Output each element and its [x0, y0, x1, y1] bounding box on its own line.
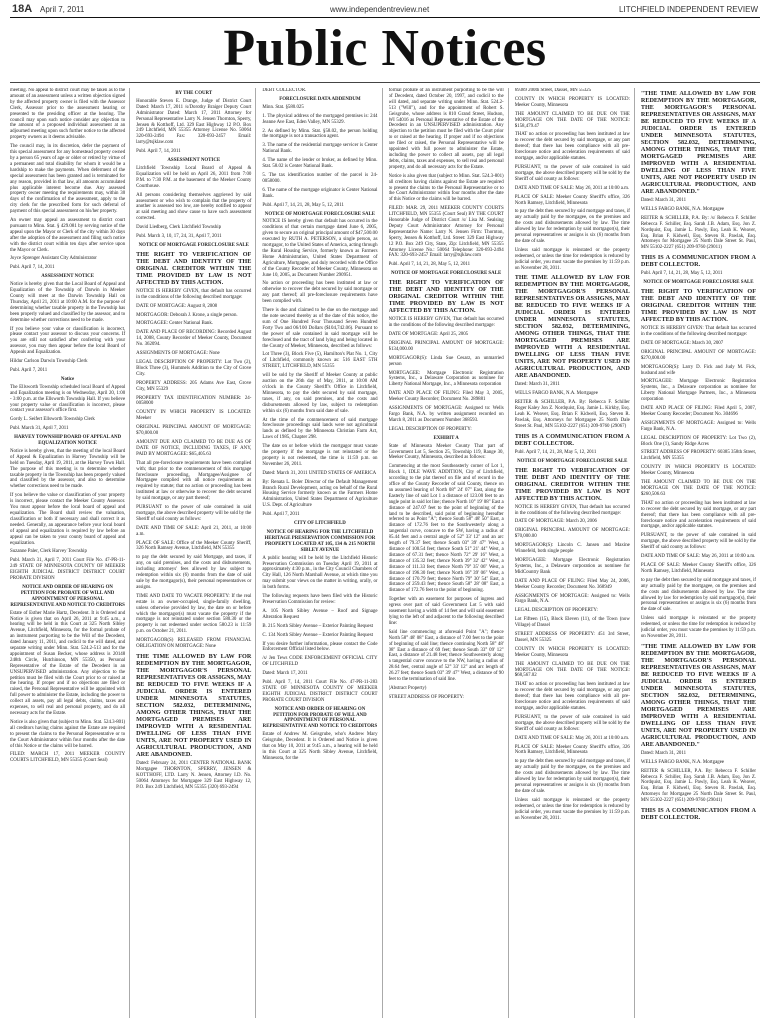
notice-paragraph: A. 105 North Sibley Avenue – Roof and Signage Alteration Request	[262, 608, 378, 620]
notice-paragraph: WELLS FARGO BANK, N.A. Mortgagee	[514, 391, 598, 397]
notice-paragraph: FILED: MARCH 17, 2011 MEEKER COUNTY COURTS LITCHFIELD, MN 55355 (Court Seal)	[10, 752, 126, 764]
notice-paragraph: 1. The physical address of the mortgaged premises is: 244 Jeanne Ave East, Eden Valley, MN 55329.	[262, 113, 378, 125]
notice-paragraph: That all pre-foreclosure requirements have been complied with; that prior to the commencement of this mortgage foreclosure proceeding, Mortgagee/Assignee of Mortgagee complied with all notice requirements as required by statute; that no action or proceeding has been instituted at law or otherwise to recover the debt secured by said mortgage, or any part thereof;	[136, 460, 252, 502]
notice-paragraph: to pay the debt then secured by said mortgage and taxes, if any actually paid by the mortgagee, on the premises and the costs and disbursements allowed by law. The time allowed by law for redemption by said mortgagor(s), their personal representatives or assigns is six (6) months from the date of sale.	[514, 209, 630, 244]
notice-paragraph: Dated: March 31, 2011 UNITED STATES OF AMERICA	[262, 470, 377, 476]
notice-paragraph: to pay the debt then secured by said mortgage and taxes, if any actually paid by the mortgagee, on the premises and the costs and disbursements allowed by law. The time allowed by law for redemption by said mortgagor(s), their personal representatives or assigns is six (6) months from the date of sale.	[640, 577, 757, 613]
notice-heading: EXHIBIT A	[433, 435, 459, 441]
notice-paragraph: 2. As defined by Minn. Stat. §58.02, the person holding the mortgage is not a transaction agent.	[262, 128, 378, 140]
notice-paragraph: LEGAL DESCRIPTION OF PROPERTY:	[388, 426, 472, 432]
notice-heading: NOTICE OF MORTGAGE FORECLOSURE SALE	[643, 280, 754, 286]
notice-paragraph: DATE OF MORTGAGE: August 8, 2008	[136, 303, 218, 309]
notice-paragraph: STREET ADDRESS OF PROPERTY: 451 3rd Street, Dassel, MN 55325	[514, 632, 630, 643]
notice-paragraph: Unless said mortgage is reinstated or the property redeemed, or unless the time for redemption is reduced by judicial order, you must vacate the premises by 11:59 p.m. on November 28, 2011.	[514, 797, 630, 821]
notice-paragraph: DEBT COLLECTOR.	[262, 88, 307, 93]
notice-paragraph: NOTICE IS hereby given that default has occurred in the conditions of that certain mortgage dated June 6, 2005, given to secure an original principal amount of $47,500.00 executed by RUTH A. PETERSON, a single person, as mortgagor, to the United States of America, acting through the Rural Housing Service, formerly known as Farmers Home Administration, United States Department of Agriculture, Mortgagee, and duly recorded with the Office of the County Recorder of Meeker County, Minnesota on June 10, 2005, as Document Number 290951.	[262, 219, 378, 278]
notice-paragraph: REITER & SCHILLER, P.A. By: Rebecca F. Schiller Rebecca F. Schiller, Esq. Sarah J.B. Adam, Esq. Jon Z. Nordquist, Esq. Jamie L. Pawly, Esq. Leah K. Weaver, Esq. Brian F. Kidwell, Esq. Steven R. Pawlak, Esq. Attorneys for Mortgagee 25 North Dale Street St. Paul, MN 55102-2227 (651) 209-9760 (29041)	[640, 768, 757, 804]
title-rule	[10, 82, 760, 83]
notice-paragraph: NOTICE IS HEREBY GIVEN: That default has occurred in the conditions of the following described mortgage:	[640, 326, 757, 337]
notice-heading: BY THE COURT	[175, 91, 213, 96]
notice-paragraph: COUNTY IN WHICH PROPERTY IS LOCATED: Meeker County, Minnesota	[640, 465, 757, 477]
notice-paragraph: Together with an easement for purposes of ingress and egress over part of said Government Lot 5 with said easement having a width of 14 feet and will said easement lying to the left of and adjacent to the following described line:	[388, 597, 504, 626]
notice-paragraph: 69389 200th Street, Dassel, MN 55325	[514, 88, 592, 93]
notice-heading: ASSESSMENT NOTICE	[167, 158, 221, 164]
notice-paragraph: PURSUANT, to the power of sale contained in said mortgage, the above described property will be sold by the Sheriff of said county as follows:	[514, 164, 630, 182]
notice-paragraph: COUNTY IN WHICH PROPERTY IS LOCATED: Meeker County, Minnesota	[514, 646, 630, 658]
notice-paragraph: Dated: March 17, 2011	[262, 671, 308, 677]
notice-paragraph: REITER & SCHILLER, P.A. By: /s/ Rebecca F. Schiller Rebecca F. Schiller, Esq. Sarah J.B. Adam, Esq. Jon Z. Nordquist, Esq. Jamie L. Pawly, Esq. Leah K. Weaver, Esq. Brian F. Kidwell, Esq. Steven R. Pawlak, Esq. Attorneys for Mortgagee 25 North Dale Street St. Paul, MN 55102-2227 (651) 209-9760 (29011)	[640, 215, 757, 251]
notice-paragraph: All persons considering themselves aggrieved by said assessment or who wish to complain that the property of another is assessed too low, are hereby notified to appear at said meeting and show cause to have such assessment corrected.	[136, 192, 252, 222]
notice-paragraph: PROPERTY ADDRESS: 205 Adams Ave East, Grove City, MN 55329	[136, 380, 252, 392]
notices-columns	[10, 88, 760, 1018]
notice-paragraph: The Ellsworth Township scheduled local Board of Appeal and Equalization meeting is on Wednesday, April 20, 1:00 - 3:00 p.m. at the Ellsworth Township Hall. If you believe your property value or classification is incorrect, please contact your assessor's office first.	[10, 384, 126, 414]
notice-paragraph: Notice is hereby given that the Local Board of Appeal and Equalization of the Township of Darwin in Meeker County will meet at the Darwin Township Hall on Thursday, April 21, 2011 at 10:00 A.M. for the purpose of determining whether taxable property in the Township has been properly valued and classified by the assessor, and to determine whether corrections need to be made.	[10, 282, 126, 323]
notice-paragraph: DATE AND TIME OF SALE: May 26, 2011 at 10:00 a.m.	[514, 735, 630, 741]
notice-paragraph: /s/ Jen Tews CODE ENFORCEMENT OFFICIAL CITY OF LITCHFIELD	[262, 656, 378, 668]
notice-paragraph: Dated: March 31, 2011	[514, 382, 560, 388]
notice-paragraph: DATE AND PLACE OF FILING: Filed May 24, 2006, Meeker County Recorder; Document No. 368949	[514, 578, 630, 590]
notice-paragraph: If you believe your value or classification is incorrect, please contact your assessor to discuss your concerns. If you are still not satisfied after conferring with your assessor, you may then appear before the local Board of Appeals and Equalization.	[10, 326, 126, 356]
notice-paragraph: STREET ADDRESS OF PROPERTY:	[388, 694, 464, 700]
notice-paragraph: The following requests have been filed with the Historic Preservation Commission for review:	[262, 594, 378, 605]
notice-heading: NOTICE OF MORTGAGE FORECLOSURE SALE	[390, 271, 502, 277]
page-header	[0, 0, 770, 14]
notice-paragraph: MORTGAGEE: Mortgage Electronic Registration Systems, Inc., a Delaware corporation as nominee for MidCountry Bank	[514, 557, 630, 575]
notice-paragraph: Gordy L. Seifert Ellsworth Township Clerk	[10, 417, 95, 423]
notice-paragraph: THAT no action or proceeding has been instituted at law to recover the debt secured by said mortgage, or any part thereof; that there has been compliance with all pre-foreclosure notice and acceleration requirements of said mortgage, and/or applicable statutes.	[640, 500, 757, 530]
notice-paragraph: Dated: March 31, 2011	[640, 198, 687, 203]
notice-heading: NOTICE OF MORTGAGE FORECLOSURE SALE	[264, 211, 376, 217]
notice-paragraph: THE AMOUNT CLAIMED TO BE DUE ON THE MORTGAGE ON THE DATE OF THE NOTICE: $68,567.02	[514, 661, 630, 679]
notice-paragraph: Hildur Carlson Darwin Township Clerk	[10, 359, 88, 365]
notice-paragraph: MORTGAGEE: Center National Bank.	[136, 321, 214, 327]
notice-paragraph: Lot Three (3), Block Five (5), Hamilton's Plat No. 1, City of Litchfield, commonly known as: 516 EAST 5TH STREET, LITCHFIELD, MN 55355	[262, 352, 378, 370]
notice-paragraph: PURSUANT, to the power of sale contained in said mortgage, the above described property will be sold by the Sheriff of said county as follows:	[640, 533, 757, 551]
notice-paragraph: DATE AND PLACE OF FILING: Filed May 3, 2005, Meeker County Recorder; Document No. 289881	[388, 391, 504, 403]
notice-column-3	[262, 88, 382, 1018]
notice-paragraph: No action or proceeding has been instituted at law or otherwise to recover the debt secured by said mortgage or any part thereof; all pre-foreclosure requirements have been complied with.	[262, 281, 378, 305]
notice-paragraph: MORTGAGOR: Deborah J. Krone, a single person.	[136, 312, 238, 318]
notice-paragraph: PLACE OF SALE: Meeker County Sheriff's office, 326 North Ramsey, Litchfield, Minnesota	[514, 194, 630, 206]
notice-heading: CITY OF LITCHFIELD	[294, 521, 346, 527]
notice-paragraph: WELLS FARGO BANK, N.A. Mortgagee	[640, 759, 725, 765]
notice-paragraph: LEGAL DESCRIPTION OF PROPERTY: Lot Two (2), Block One (1), Sandy Ridge Acres	[640, 435, 757, 447]
notice-paragraph: THAT no action or proceeding has been instituted at law to recover the debt secured by said mortgage, or any part thereof; that there has been compliance with all pre-foreclosure notice and acceleration requirements of said mortgage, and/or applicable statutes.	[514, 132, 630, 162]
notice-paragraph: 3. The name of the residential mortgage servicer is Center National Bank.	[262, 143, 378, 155]
notice-paragraph: ASSIGNMENTS OF MORTGAGE: Assigned to: Wells Fargo Bank, N.A.	[640, 420, 757, 432]
notice-paragraph: meeting. No appeal to district court may be taken as to the amount of an assessment unless a written objection signed by the affected property owner is filed with the Assessor Clerk, Assessor prior to the assessment hearing or presented to the presiding officer at the hearing. The council may upon such notice consider any objection to the amount of a proposed individual assessment at an adjourned meeting upon such further notice to the affected property owners as it deems advisable.	[10, 88, 126, 141]
notice-heading: NOTICE OF MORTGAGE FORECLOSURE SALE	[517, 458, 628, 464]
notice-paragraph: Estate of Andrew M. Geisgrube, who's Andrew Mary Geisgrube, Decedent. It is Ordered and Notice is given that on May 10, 2011 at 9:45 a.m., a hearing will be held in this Court at 325 North Sibley Avenue, Litchfield, Minnesota, for the	[262, 732, 378, 761]
notice-paragraph: If you desire further information, please contact the Code Enforcement Official listed below.	[262, 641, 378, 653]
notice-paragraph: Publ. April 7, 14, 21, 28, May 5, 12, 2011	[388, 262, 471, 268]
notice-paragraph: NOTICE IS HEREBY GIVEN, That default has occurred in the conditions of the following described mortgage:	[514, 504, 630, 516]
header-rule	[10, 17, 760, 18]
notice-paragraph: Honorable Steven E. Drange, Judge of District Court Dated: March 17, 2011 /s/Dorothy Braiger Deputy Court Administrator Dated: March 17, 2011 Attorney for Personal Representative Larry N. Jensen Thornton, Sperry, Jensen & Kotthoff, Ltd. 329 East Highway 12 P.O. Box 249 Litchfield, MN 55355 Attorney License No. 50064 320-693-2494 Fax: 320-693-2457 Email: larry@tsjklaw.com	[136, 98, 252, 146]
notice-heading: FORECLOSURE DATA ADDENDUM	[279, 96, 361, 102]
notice-paragraph: A public hearing will be held by the Litchfield Historic Preservation Commission on Tuesday April 19, 2011 at approximately 4:30 p.m., in the City Council Chambers of City Hall, 126 North Marshall Avenue, at which time you may submit your views on the matter in writing, orally, or in both forms.	[262, 555, 378, 591]
notice-paragraph: to pay the debt secured by said Mortgage, and taxes, if any, on said premises, and the costs and disbursements, including attorneys' fees allowed by law subject to redemption within six (6) months from the date of said sale by the mortgagor(s), their personal representatives or assigns.	[136, 555, 252, 590]
notice-paragraph: By: Renata L. Boler Director of the Default Management Branch Rural Development, acting on behalf of the Rural Housing Service formerly known as the Farmers Home Administration, United States Department of Agriculture U.S. Dept. of Agriculture	[262, 479, 378, 509]
notice-paragraph: MORTGAGOR(S): Larry D. Fick and Judy M. Fick, husband and wife	[640, 364, 757, 376]
notice-column-5	[515, 88, 635, 1018]
notice-paragraph: ORIGINAL PRINCIPAL AMOUNT OF MORTGAGE: $134,000.00	[388, 340, 504, 352]
notice-bold-text: THE TIME ALLOWED BY LAW FOR REDEMPTION BY THE MORTGAGOR, THE MORTGAGOR'S PERSONAL REPRESENTATIVES OR ASSIGNS, MAY BE REDUCED TO FIVE WEEKS IF A JUDICIAL ORDER IS ENTERED UNDER MINNESOTA STATUTES, SECTION 582.032, DETERMINING, AMONG OTHER THINGS, THAT THE MORTGAGED PREMISES ARE IMPROVED WITH A RESIDENTIAL DWELLING OF LESS THAN FIVE UNITS, ARE NOT PROPERTY USED IN AGRICULTURAL PRODUCTION, AND ARE ABANDONED.	[136, 652, 252, 758]
notice-paragraph: 5. The tax identification number of the parcel is 24-0058000.	[262, 172, 378, 184]
notice-paragraph: THAT no action or proceeding has been instituted at law to recover the debt secured by said mortgage, or any part thereof; that there has been compliance with all pre-foreclosure notice and acceleration requirements of said mortgage, and/or applicable statutes.	[514, 682, 630, 711]
notice-paragraph: Publ. April 7, 14, 21, 28, May 5, 12, 2011	[262, 202, 344, 208]
notice-paragraph: (Abstract Property)	[388, 685, 427, 691]
page-number: 18A	[12, 3, 33, 15]
notice-paragraph: Suzanne Paler, Clerk Harvey Township	[10, 549, 87, 555]
notice-paragraph: LEGAL DESCRIPTION OF PROPERTY: Lot Two (2), Block Three (3), Hummels Addition to the City of Grove City.	[136, 360, 252, 377]
notice-paragraph: Joyce Sprenger Assistant City Administrator	[10, 256, 97, 262]
notice-bold-text: THE RIGHT TO VERIFICATION OF THE DEBT AND IDENTITY OF THE ORIGINAL CREDITOR WITHIN THE TIME PROVIDED BY LAW IS NOT AFFECTED BY THIS ACTION.	[136, 250, 252, 286]
notice-bold-text: "THE TIME ALLOWED BY LAW FOR REDEMPTION BY THE MORTGAGOR, THE MORTGAGOR'S PERSONAL REPRESENTATIVES OR ASSIGNS, MAY BE REDUCED TO FIVE WEEKS IF A JUDICIAL ORDER IS ENTERED UNDER MINNESOTA STATUTES, SECTION 582.032, DETERMINING, AMONG OTHER THINGS, THAT THE MORTGAGED PREMISES ARE IMPROVED WITH A RESIDENTIAL DWELLING OF LESS THAN FIVE UNITS, ARE NOT PROPERTY USED IN AGRICULTURAL PRODUCTION, AND ARE ABANDONED."	[640, 642, 757, 748]
notice-bold-text: THE RIGHT TO VERIFICATION OF THE DEBT AND IDENTITY OF THE ORIGINAL CREDITOR WITHIN THE TIME PROVIDED BY LAW IS NOT AFFECTED BY THIS ACTION.	[640, 288, 757, 324]
notice-paragraph: FILED: MAR. 29, 2011 MEEKER COUNTY COURTS LITCHFIELD, MN 55355 (Court Seal) BY THE COURT Honorable Judge of District Court /s/ Lisa M. Sealsing Deputy Court Administrator Attorney for Personal Representative Name: Larry N. Jensen Firm: Thornton, Sperry, Jensen & Kotthoff, Ltd. Street: 329 East Highway 12 P.O. Box 249 City, State, Zip: Litchfield, MN 55355 Attorney License No.: 50064 Telephone: 320-693-2494 FAX: 320-693-2457 Email: larry@tsjklaw.com	[388, 206, 504, 259]
notice-paragraph: WELLS FARGO BANK, N.A. Mortgagee	[640, 206, 725, 212]
notice-paragraph: MORTGAGOR(S) RELEASED FROM FINANCIAL OBLIGATION ON MORTGAGE: None	[136, 638, 252, 650]
notice-paragraph: There is due and claimed to be due on the mortgage and the note secured thereby as of the date of this notice, the sum of One Hundred Four Thousand Seven Hundred Forty Two and 06/100 Dollars ($104,742.06). Pursuant to the power of sale contained in said mortgage will be foreclosed and the tract of land lying and being located in the County of Meeker, Minnesota, described as follows:	[262, 308, 378, 349]
notice-paragraph: DATE OF MORTGAGE: March 20, 2006	[514, 519, 597, 525]
notice-paragraph: MORTGAGOR(S): Lincoln C. Jansen and Maxine Winnefeld, both single people	[514, 543, 630, 555]
notice-paragraph: Estate of Esther Marie Hartz, Decedent. It is Ordered and Notice is given that on April 26, 2011 at 9:45 a.m., a hearing will be held in this Court at 325 North Sibley Avenue, Litchfield, Minnesota, for the formal probate of an instrument purporting to be the Will of the Decedent, dated January 11, 2011, and codicil to the will dated, and separate writing under Minn. Stat. 524.2-513 and for the appointment of Susan Becker, whose address is 20148 248th Circle, Hutchinson, MN 55350, as Personal Representative of the Estate of the Decedent in an UNSUPERVISED administration. Any objection to the petition must be filed with the Court prior to or raised at the hearing. If proper and if no objections are filed or raised, the Personal Representative will be appointed with full power to administer the Estate, including the power to collect all assets, pay all legal debts, claims, taxes and expenses, to sell real and personal property, and do all necessary acts for the Estate.	[10, 610, 126, 716]
notice-paragraph: B. 215 North Sibley Avenue – Exterior Painting Request	[262, 623, 373, 629]
notice-heading: NOTICE OF MORTGAGE FORECLOSURE SALE	[138, 242, 249, 248]
notice-paragraph: Publ. March 31, April 7, 2011	[10, 426, 69, 432]
notice-paragraph: REITER & SCHILLER, P.A. By: Rebecca F. Schiller Roger Kaley Jon Z. Nordquist, Esq. Jamie L. Kirkby, Esq. Leah K. Weaver, Esq. Brian F. Kidwell, Esq. Steven R. Pawlak, Esq. Attorneys for Mortgagee 25 North Dale Street St. Paul, MN 55102-2227 (651) 209-9760 (29067)	[514, 400, 630, 429]
notice-paragraph: ASSIGNMENTS OF MORTGAGE: Assigned to: Wells Fargo Bank, N.A.	[514, 593, 630, 605]
notice-column-2	[136, 88, 256, 1018]
notice-paragraph: DATE OF MORTGAGE: March 30, 2007	[640, 340, 724, 346]
notice-paragraph: Notice is also given that (subject to Minn. Stat. 524.3-801) all creditors having claims against the Estate are required to present the claims to the Personal Representative or to the Court Administrator within four months after the date of this Notice or the claims will be barred.	[10, 719, 126, 749]
notice-paragraph: ORIGINAL PRINCIPAL AMOUNT OF MORTGAGE: $70,000.00	[514, 528, 630, 540]
notice-paragraph: At the time of the commencement of said mortgage foreclosure proceedings said lands were not agricultural lands as defined by the Minnesota Christian Farm Act, Laws of 1985, Chapter 298.	[262, 417, 378, 441]
notice-paragraph: STREET ADDRESS OF PROPERTY: 60385 358th Street, Litchfield, MN 55355	[640, 450, 757, 462]
notice-paragraph: ORIGINAL PRINCIPAL AMOUNT OF MORTGAGE: $70,000.00	[136, 425, 252, 437]
notice-paragraph: David Liedberg, Clerk Litchfield Township	[136, 225, 222, 231]
notice-paragraph: Publ. April 7, 14, 21, 28, May 5, 12, 2011	[514, 449, 597, 455]
notice-bold-text: "THE TIME ALLOWED BY LAW FOR REDEMPTION BY THE MORTGAGOR, THE MORTGAGOR'S PERSONAL REPRESENTATIVES OR ASSIGNS, MAY BE REDUCED TO FIVE WEEKS IF A JUDICIAL ORDER IS ENTERED UNDER MINNESOTA STATUTES, SECTION 582.032, DETERMINING, AMONG OTHER THINGS, THAT THE MORTGAGED PREMISES ARE IMPROVED WITH A RESIDENTIAL DWELLING OF LESS THAN FIVE UNITS, ARE NOT PROPERTY USED IN AGRICULTURAL PRODUCTION, AND ARE ABANDONED."	[640, 90, 757, 195]
notice-paragraph: Publ. April 7, 2011	[10, 367, 48, 373]
notice-bold-text: THIS IS A COMMUNICATION FROM A DEBT COLLECTOR.	[514, 432, 630, 447]
notice-paragraph: Notice is also given that (subject to Minn. Stat. 524.3-801) all creditors having claims against the Estate are required to present the claims to the Personal Representative or to the Court Administrator within four months after the date of this Notice or the claims will be barred.	[388, 173, 504, 203]
notice-paragraph: DATE AND PLACE OF RECORDING: Recorded August 14, 2008, County Recorder of Meeker County, Document No. 362094.	[136, 330, 252, 348]
notice-paragraph: ORIGINAL PRINCIPAL AMOUNT OF MORTGAGE: $270,000.00	[640, 349, 757, 361]
notice-paragraph: ASSIGNMENTS OF MORTGAGE: None	[136, 351, 220, 357]
notice-paragraph: DATE AND TIME OF SALE: May 26, 2011 at 10:00 a.m.	[514, 185, 630, 191]
notice-paragraph: C. 134 North Sibley Avenue – Exterior Painting Request	[262, 632, 373, 638]
notice-paragraph: Publ. April 7, 14, 2011 Court File No. 47-PR-11-283 STATE OF MINNESOTA COUNTY OF MEEKER EIGHTH JUDICIAL DISTRICT DISTRICT COURT PROBATE COURT DIVISION	[262, 680, 378, 703]
notice-paragraph: MORTGAGOR(S): Linda Sue Cesarz, an unmarried person	[388, 355, 504, 367]
notice-paragraph: An owner may appeal an assessment to district court pursuant to Minn. Stat. § 429.081 by serving notice of the appeal upon the Mayor or Clerk of the city within 30 days after the adoption of the assessment and filing such notice with the district court within ten days after service upon the Mayor or Clerk.	[10, 218, 126, 253]
notice-paragraph: MORTGAGEE: Mortgage Electronic Registration Systems, Inc., a Delaware corporation as nominee for Liberty National Mortgage Partners, Inc., a Minnesota corporation	[640, 379, 757, 403]
notice-paragraph: Lot Fifteen (15), Block Eleven (11), of the Town (now Village) of Dassel	[514, 617, 630, 629]
notice-paragraph: NOTICE IS HEREBY GIVEN, That default has occurred in the conditions of the following described mortgage:	[388, 317, 504, 329]
notice-paragraph: Commencing at the most Southeasterly corner of Lot 1, Block 1, IDLE WAVE ADDITION, City of Litchfield, according to the plat thereof on file and of record in the office of the County Recorder of said County, thence on an assumed bearing of North 08° 24' 07" East, along the Easterly line of said Lot 1 a distance of 123.00 feet to an angle point in said lot line; thence North 10° 19' 08" East a distance of 247.07 feet to the point of beginning of the land to be described, said point of beginning hereafter referred to as Point "A"; thence South 58° 48' 50" East, a distance of 172.76 feet to the Southwesterly along a tangential curve, concave to the SW, having a radius of 85.44 feet and a central angle of 52° 33' 12" and an arc length of 79.37 feet; thence South 03° 39' 47" West, a distance of 100.54 feet; thence South 51° 21' 44" West, a distance of 67.31 feet; thence North 72° 29' 16" West, a distance of 135.32 feet; thence North 39° 32' 42" West, a distance of 111.33 feet; thence North 79° 35' 06" West, a distance of 196.30 feet; thence North 16° 39' 06" West, a distance of 170.79 feet; thence North 79° 30' 54" East, a distance of 259.43 feet; thence South 58° 28' 08" East, a distance of 172.76 feet to the point of beginning.	[388, 464, 504, 594]
notice-paragraph: PLACE OF SALE: Meeker County Sheriff's office, 326 North Ramsey, Litchfield, Minnesota	[640, 562, 757, 574]
notice-paragraph: COUNTY IN WHICH PROPERTY IS LOCATED: Meeker	[136, 410, 252, 422]
notice-column-1	[10, 88, 130, 1018]
notice-paragraph: AMOUNT DUE AND CLAIMED TO BE DUE AS OF DATE OF NOTICE, INCLUDING TAXES, IF ANY, PAID BY MORTGAGEE: $65,405.63	[136, 439, 252, 457]
notice-paragraph: LEGAL DESCRIPTION OF PROPERTY:	[514, 608, 598, 614]
notice-paragraph: MORTGAGEE: Mortgage Electronic Registration Systems, Inc., a Delaware Corporation as nominee for Liberty National Mortgage, Inc., a Minnesota corporation	[388, 370, 504, 388]
notice-paragraph: PURSUANT to the power of sale contained in said mortgage, the above described property will be sold by the Sheriff of said county as follows:	[136, 505, 252, 522]
notice-paragraph: Publ. April 7, 14, 2011	[10, 265, 55, 271]
notice-heading: ASSESSMENT NOTICE	[41, 274, 94, 280]
notice-paragraph: PLACE OF SALE: Meeker County Sheriff's office, 326 North Ramsey, Litchfield, Minnesota	[514, 744, 630, 756]
notice-paragraph: DATE AND TIME OF SALE: April 21, 2011, at 10:00 a.m.	[136, 525, 252, 537]
notice-heading: Notice	[60, 376, 75, 382]
notice-paragraph: Publ. April 7, 2011	[262, 512, 300, 518]
notice-paragraph: If you believe the value or classification of your property is incorrect, please contact the Meeker County Assessor. You must appear before the local board of appeal and equalization. The Board shall review the valuation, classification or both if necessary and shall correct it as needed. Generally, an appearance before your local board of appeal and equalization is required by law before an appeal can be taken to your county board of appeal and equalization.	[10, 493, 126, 546]
notice-paragraph: Publ. April 7, 14, 2011	[136, 149, 181, 155]
notice-paragraph: Publ. March 31, April 7, 2011 Court File No. 47-PR-11-249 STATE OF MINNESOTA COUNTY OF MEEKER EIGHTH JUDICIAL DISTRICT DISTRICT COURT PROBATE DIVISION	[10, 558, 126, 582]
notice-paragraph: to pay the debt then secured by said mortgage and taxes, if any actually paid by the mortgagee, on the premises and the costs and disbursements allowed by law. The time allowed by law for redemption by said mortgagor(s), their personal representatives or assigns is six (6) months from the date of sale.	[514, 759, 630, 794]
section-title: Public Notices	[223, 20, 547, 77]
notice-paragraph: THE AMOUNT CLAIMED TO BE DUE ON THE MORTGAGE ON THE DATE OF THE NOTICE: $260,506.63	[640, 480, 757, 497]
notice-paragraph: Minn. Stat. §580.025	[262, 104, 304, 110]
notice-paragraph: NOTICE IS HEREBY GIVEN, that default has occurred in the conditions of the following described mortgage:	[136, 288, 252, 300]
notice-paragraph: The council may, in its discretion, defer the payment of this special assessment for any homestead property owned by a person 65 years of age or older or retired by virtue of a permanent and total disability for whom it would be a hardship to make the payments. When deferment of the special assessment has been granted and is terminated for any reason, provided in that law, all amounts accumulated plus applicable interest become due. Any assessed property owner meeting the requirements may, within 30 days of the confirmation of the assessment, apply to the city clerk for the prescribed form for such deferral of payment of this special assessment on his/her property.	[10, 144, 126, 215]
notice-paragraph: 6. The name of the mortgage originator is Center National Bank.	[262, 187, 378, 199]
notice-paragraph: ASSIGNMENTS OF MORTGAGE: Assigned to: Wells Fargo Bank, N.A. by written assignment recorded on March 8, 2011 as Document Number 368593.	[388, 406, 504, 423]
notice-paragraph: THE AMOUNT CLAIMED TO BE DUE ON THE MORTGAGE ON THE DATE OF THE NOTICE: $158,479.47	[514, 111, 630, 129]
notice-paragraph: formal probate of an instrument purporting to be the will of Decedent, dated October 20, 1997, and codicil to the will dated, and separate writing under Minn. Stat. 524.2-513 ("Will"), and for the appointment of Robert S. Geisgrube, whose address is 810 Grand Street, Hudson, WI 54016 as Personal Representative of the Estate of the Decedent in an UNSUPERVISED administration. Any objection to the petition must be filed with the Court prior to or raised at the hearing. If proper and if no objections are filed or raised, the Personal Representative will be appointed with full power to administer the Estate, including the power to collect all assets, pay all legal debts, claims, taxes and expenses, to sell real and personal property, and do all necessary acts for the Estate.	[388, 88, 504, 170]
notice-column-6	[641, 88, 760, 1018]
notice-paragraph: State of Minnesota Meeker County That part of Government Lot 5, Section 25, Township 119, Range 30, Meeker County, Minnesota, described as follows:	[388, 443, 504, 461]
notice-bold-text: THE RIGHT TO VERIFICATION OF THE DEBT AND IDENTITY OF THE ORIGINAL CREDITOR WITHIN THE TIME PROVIDED BY LAW IS NOT AFFECTED BY THIS ACTION.	[388, 279, 504, 315]
notice-bold-text: THE TIME ALLOWED BY LAW FOR REDEMPTION BY THE MORTGAGOR, THE MORTGAGOR'S PERSONAL REPRESENTATIVES OR ASSIGNS, MAY BE REDUCED TO FIVE WEEKS IF A JUDICIAL ORDER IS ENTERED UNDER MINNESOTA STATUTES, SECTION 582.032, DETERMINING, AMONG OTHER THINGS, THAT THE MORTGAGED PREMISES ARE IMPROVED WITH A RESIDENTIAL DWELLING OF LESS THAN FIVE UNITS, ARE NOT PROPERTY USED IN AGRICULTURAL PRODUCTION, AND ARE ABANDONED.	[514, 274, 630, 380]
notice-heading: HARVEY TOWNSHIP BOARD OF APPEAL AND EQUALIZATION NOTICE	[14, 435, 122, 447]
notice-heading: NOTICE OF HEARING FOR THE LITCHFIELD HERITAGE PRESERVATION COMMISSION FOR PROPERTY LOCATED AT 105, 134 & 215 NORTH SIBLEY AVENUE	[264, 530, 376, 553]
notice-paragraph: Publ. March 3, 10, 17, 24, 31, April 7, 2011	[136, 234, 222, 240]
notice-paragraph: COUNTY IN WHICH PROPERTY IS LOCATED: Meeker County, Minnesota	[514, 96, 630, 108]
notice-paragraph: PURSUANT, to the power of sale contained in said mortgage, the above described property will be sold by the Sheriff of said county as follows:	[514, 714, 630, 732]
notice-heading: NOTICE AND ORDER OF HEARING ON PETITION FOR PROBATE OF WILL AND APPOINTMENT OF PERSONAL REPRESENTATIVE AND NOTICE TO CREDITORS	[262, 706, 378, 730]
notice-bold-text: THIS IS A COMMUNICATION FROM A DEBT COLLECTOR.	[640, 807, 757, 822]
notice-paragraph: PLACE OF SALE: Office of the Meeker County Sheriff, 326 North Ramsey Avenue, Litchfield, MN 55355	[136, 540, 252, 552]
notice-heading: NOTICE AND ORDER OF HEARING ON PETITION FOR PROBATE OF WILL AND APPOINTMENT OF PERSONAL REPRESENTATIVE AND NOTICE TO CREDITORS	[10, 584, 125, 608]
notice-paragraph: DATE AND PLACE OF FILING: Filed April 5, 2007, Meeker County Recorder; Document No. 304696	[640, 406, 757, 417]
notice-paragraph: Unless said mortgage is reinstated or the property redeemed, or unless the time for redemption is reduced by judicial order, you must vacate the premises by 11:59 p.m. on November 28, 2011.	[640, 616, 757, 639]
website-url[interactable]: www.independentreview.net	[330, 5, 430, 14]
notice-paragraph: The date on or before which the mortgagor must vacate the property if the mortgage is not reinstated or the property is not redeemed, the time is 11:59 p.m. on November 26, 2011.	[262, 444, 378, 467]
notice-paragraph: Publ. April 7, 14, 21, 28, May 5, 12, 2011	[640, 271, 723, 277]
notice-bold-text: THE RIGHT TO VERIFICATION OF THE DEBT AND IDENTITY OF THE ORIGINAL CREDITOR WITHIN THE TIME PROVIDED BY LAW IS NOT AFFECTED BY THIS ACTION.	[514, 466, 630, 502]
notice-paragraph: TIME AND DATE TO VACATE PROPERTY: If the real estate is an owner-occupied, single-family dwelling, unless otherwise provided by law, the date on or before which the mortgagor(s) must vacate the property if the mortgage is not reinstated under section 580.30 or the property is not redeemed under section 580.23 is 11:59 p.m. on October 21, 2011.	[136, 593, 252, 635]
newspaper-name: LITCHFIELD INDEPENDENT REVIEW	[619, 5, 758, 14]
notice-paragraph: will be sold by the Sheriff of Meeker County at public auction on the 26th day of May, 2011, at 10:00 AM o'clock in the County Sheriff's Office in Litchfield, Minnesota, to pay the debt secured by said mortgage, taxes, if any, on said premises, and the costs and disbursements allowed by law, subject to redemption within six (6) months from said date of sale.	[262, 373, 378, 414]
notice-paragraph: DATE OF MORTGAGE: April 25, 2005	[388, 332, 469, 337]
notice-paragraph: Dated: March 31, 2011	[640, 750, 687, 756]
issue-date: April 7, 2011	[40, 5, 85, 14]
notice-bold-text: THIS IS A COMMUNICATION FROM A DEBT COLLECTOR.	[640, 254, 757, 269]
notice-paragraph: 4. The name of the lender or broker, as defined by Minn. Stat. 58.02 is Center National Bank.	[262, 158, 378, 170]
notice-paragraph: Said line commencing at aforesaid Point "A"; thence North 58° 48' 08" East, a distance of 7.00 feet to the point of beginning of said line; thence continuing North 58° 48' 08" East a distance of 69 feet; thence South 33° 09' 12" East, a distance of 21.48 feet; thence Southwesterly along a tangential curve concave to the NW, having a radius of 28.64 feet, central angle of 52° 33' 12" and arc length of 26.27 feet; thence South 03° 39' 47" West, a distance of 90 feet to the termination of said line.	[388, 629, 504, 683]
notice-paragraph: DATE AND TIME OF SALE: May 26, 2011 at 10:00 a.m.	[640, 554, 756, 560]
notice-paragraph: Dated: February 24, 2011 CENTER NATIONAL BANK Mortgagee THORNTON, SPERRY, JENSEN & KOTTHOFF, LTD. Larry N. Jensen, Attorney I.D. No. 50064 Attorneys for Mortgagee 329 East Highway 12, P.O. Box 249 Litchfield, MN 55355 (320) 693-2494	[136, 760, 252, 790]
notice-paragraph: PROPERTY TAX IDENTIFICATION NUMBER: 24-0058000	[136, 395, 252, 407]
notice-paragraph: Litchfield Township Local Board of Appeal & Equalization will be held on April 26, 2011 from 7:00 P.M. to 7:30 P.M. at the basement of the Meeker County Courthouse.	[136, 165, 252, 189]
notice-paragraph: Unless said mortgage is reinstated or the property redeemed, or unless the time for redemption is reduced by judicial order, you must vacate the premises by 11:59 p.m. on November 28, 2011.	[514, 247, 630, 271]
notice-column-4	[389, 88, 509, 1018]
notice-paragraph: Notice is hereby given, that the meeting of the local Board of Appeal & Equalization in Harvey Township will be held on Tuesday, April 19, 2011, at the Harvey Town Hall. The purpose of this meeting is to determine whether taxable property in the Township has been properly valued and classified by the assessor, and also to determine whether corrections need to be made.	[10, 448, 126, 490]
